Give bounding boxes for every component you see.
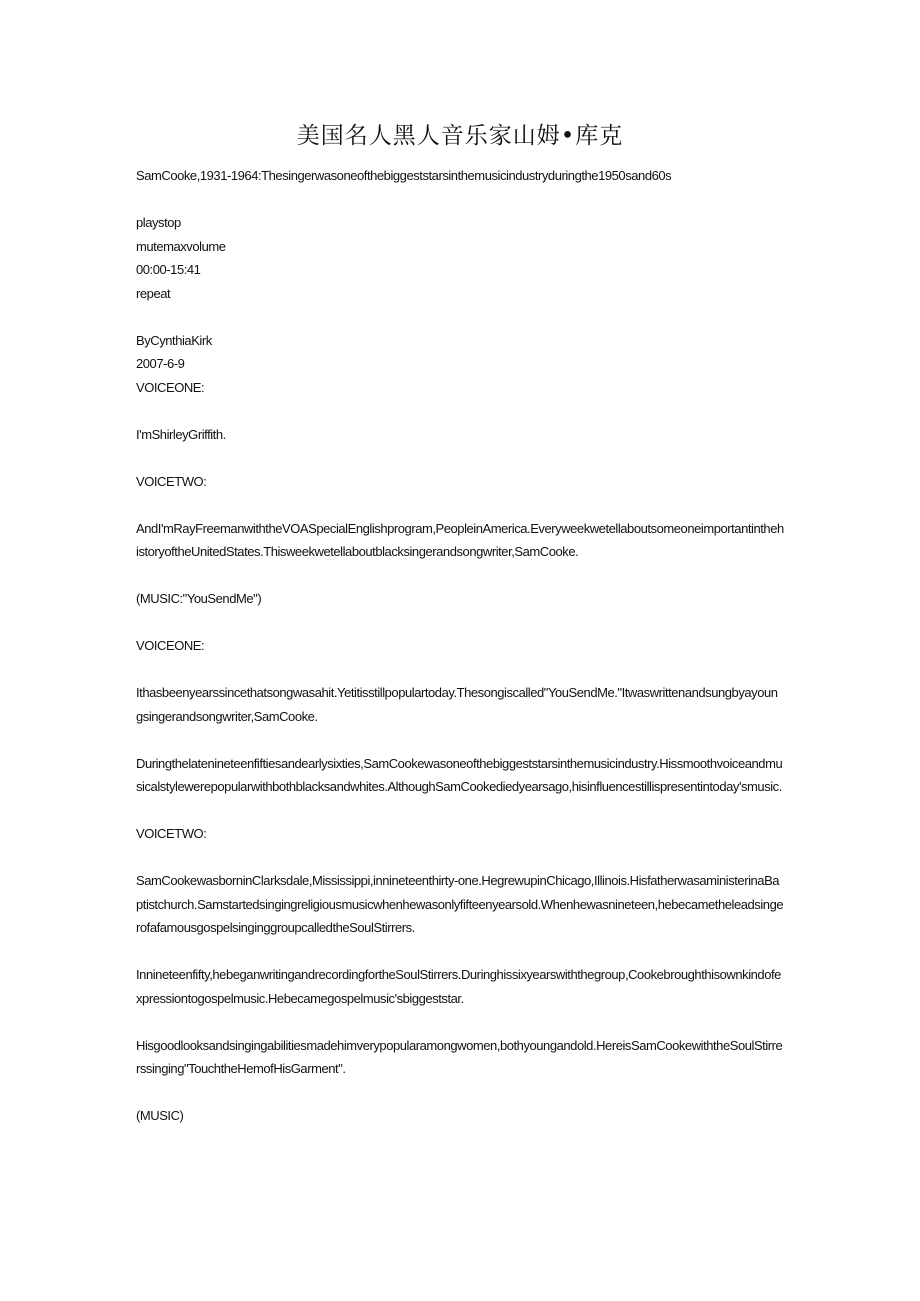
spacer: [136, 305, 784, 329]
player-controls-volume: mutemaxvolume: [136, 238, 226, 254]
spacer: [136, 846, 784, 870]
byline: ByCynthiaKirk: [136, 332, 212, 348]
paragraph: Hisgoodlooksandsingingabilitiesmadehimverypopularamongwomen,bothyoungandold.HereisSamCookewiththeSoulStirrerssinging"TouchtheHemofHisGarment".: [136, 1037, 783, 1076]
paragraph: SamCookewasborninClarksdale,Mississippi,innineteenthirty-one.HegrewupinChicago,Illinois.HisfatherwasaministerinaBaptistchurch.Samstartedsingingreligiousmusicwhenhewasonlyfifteenyearsold.Whenhewasnineteen,hebecametheleadsingerofafamousgospelsinginggroupcalledtheSoulStirrers.: [136, 873, 784, 935]
spacer: [136, 728, 784, 752]
paragraph: (MUSIC): [136, 1108, 184, 1123]
player-time: 00:00-15:41: [136, 262, 201, 277]
paragraph: VOICETWO:: [136, 826, 207, 841]
player-repeat: repeat: [136, 285, 171, 301]
paragraph: AndI'mRayFreemanwiththeVOASpecialEnglishprogram,PeopleinAmerica.EveryweekwetellaboutsomeoneimportantinthehistoryoftheUnitedStates.Thisweekwetellaboutblacksingerandsongwriter,SamCooke.: [136, 520, 784, 559]
paragraph: VOICETWO:: [136, 473, 207, 489]
spacer: [136, 1081, 784, 1105]
document-body: [136, 164, 784, 1128]
player-controls-play-stop: playstop: [136, 215, 181, 230]
paragraph: Innineteenfifty,hebeganwritingandrecordingfortheSoulStirrers.Duringhissixyearswiththegroup,Cookebroughthisownkindofexpressiontogospelmusic.Hebecamegospelmusic'sbiggeststar.: [136, 967, 781, 1006]
spacer: [136, 611, 784, 635]
paragraph: I'mShirleyGriffith.: [136, 426, 226, 442]
spacer: [136, 188, 784, 212]
paragraph: Ithasbeenyearssincethatsongwasahit.Yetitisstillpopulartoday.Thesongiscalled"YouSendMe."Itwaswrittenandsungbyayoungsingerandsongwriter,SamCooke.: [136, 685, 778, 724]
spacer: [136, 399, 784, 423]
spacer: [136, 493, 784, 517]
spacer: [136, 446, 784, 470]
spacer: [136, 940, 784, 964]
paragraph: Duringthelatenineteenfiftiesandearlysixties,SamCookewasoneofthebiggeststarsinthemusicindustry.Hissmoothvoiceandmusicalstylewerepopularwithbothblacksandwhites.AlthoughSamCookediedyearsago,hisinfluencestillispresentintoday'smusic.: [136, 755, 783, 794]
paragraph: (MUSIC:"YouSendMe"): [136, 591, 262, 606]
spacer: [136, 1010, 784, 1034]
paragraph: VOICEONE:: [136, 638, 205, 653]
spacer: [136, 799, 784, 823]
paragraph: VOICEONE:: [136, 379, 205, 395]
spacer: [136, 564, 784, 588]
spacer: [136, 658, 784, 682]
document-subtitle: SamCooke,1931-1964:Thesingerwasoneofthebiggeststarsinthemusicindustryduringthe1950sand60s: [136, 168, 672, 183]
publish-date: 2007-6-9: [136, 356, 185, 371]
document-title: 美国名人黑人音乐家山姆•库克: [296, 123, 624, 149]
